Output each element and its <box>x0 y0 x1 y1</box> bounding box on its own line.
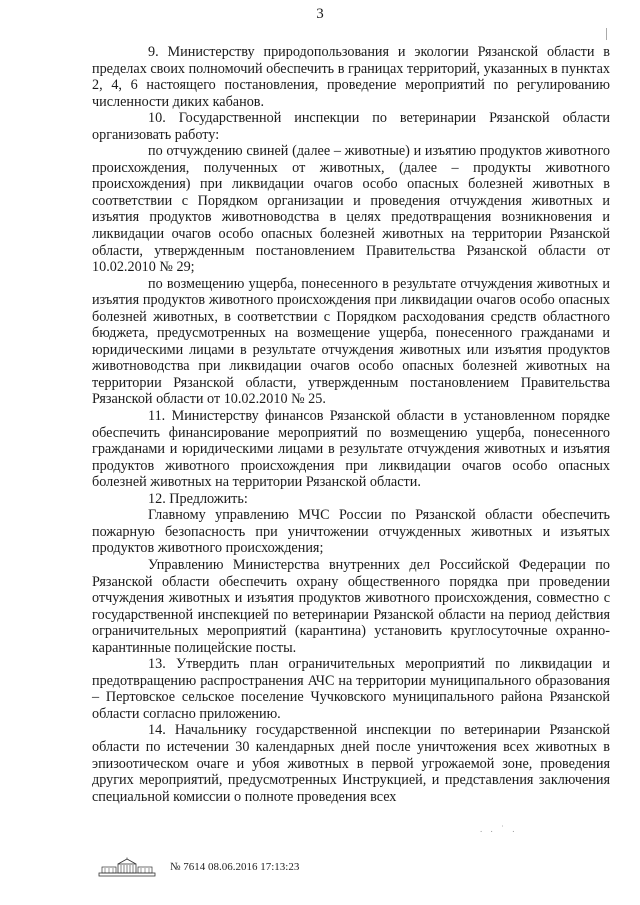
paragraph-10: 10. Государственной инспекции по ветеринарии Рязанской области организовать работу: <box>92 110 610 143</box>
paragraph-12: 12. Предложить: <box>148 490 248 507</box>
document-body <box>92 44 610 805</box>
government-building-logo-icon <box>98 857 156 877</box>
paragraph-14: 14. Начальнику государственной инспекции по ветеринарии Рязанской области по истечении 30 календарных дней после уничтожения всех животных в эпизоотическом очаге и убоя животных в первой угрожаемой зоне, проведения других мероприятий, предусмотренных Инструкцией, и представления заключения специальной комиссии о полноте проведения всех <box>92 722 610 805</box>
page-number: 3 <box>316 6 324 22</box>
scan-margin-mark <box>606 28 611 40</box>
paragraph-10-alienation: по отчуждению свиней (далее – животные) и изъятию продуктов животного происхождения, полученных от животных, (далее – продукты животного происхождения) при ликвидации очагов особо опасных болезней животных в соответствии с Порядком организации и проведения отчуждения животных и изъятия продуктов животноводства в целях предотвращения возникновения и ликвидации очагов особо опасных болезней животных на территории Рязанской области, утвержденным постановлением Правительства Рязанской области от 10.02.2010 № 29; <box>92 143 610 276</box>
paragraph-13: 13. Утвердить план ограничительных мероприятий по ликвидации и предотвращению распространения АЧС на территории муниципального образования – Пертовское сельское поселение Чучковского муниципального района Рязанской области согласно приложению. <box>92 656 610 722</box>
document-footer <box>98 856 299 878</box>
paragraph-12-mvd: Управлению Министерства внутренних дел Российской Федерации по Рязанской области обеспечить охрану общественного порядка при проведении отчуждения животных и изъятия продуктов животного происхождения, совместно с государственной инспекцией по ветеринарии Рязанской области на период действия ограничительных мероприятий (карантина) установить круглосуточные охранно-карантинные полицейские посты. <box>92 556 610 656</box>
paragraph-11: 11. Министерству финансов Рязанской области в установленном порядке обеспечить финансирование мероприятий по возмещению ущерба, понесенного гражданами и юридическими лицами в результате отчуждения животных и изъятия продуктов животного происхождения при ликвидации очагов особо опасных болезней животных на территории Рязанской области. <box>92 408 610 491</box>
paragraph-10-compensation: по возмещению ущерба, понесенного в результате отчуждения животных и изъятия продуктов животного происхождения при ликвидации очагов особо опасных болезней животных, в соответствии с Порядком расходования средств областного бюджета, предусмотренных на возмещение ущерба, понесенного гражданами и юридическими лицами в результате отчуждения животных или изъятия продуктов животноводства при ликвидации очагов особо опасных болезней животных на территории Рязанской области, утвержденным постановлением Правительства Рязанской области от 10.02.2010 № 25. <box>92 275 610 408</box>
document-registration-number: № 7614 08.06.2016 17:13:23 <box>170 861 300 873</box>
paragraph-12-mchs: Главному управлению МЧС России по Рязанской области обеспечить пожарную безопасность при уничтожении отчужденных животных и изъятых продуктов животного происхождения; <box>92 507 610 557</box>
scan-artifact: . . ˙ . <box>480 824 518 834</box>
paragraph-9: 9. Министерству природопользования и экологии Рязанской области в пределах своих полномочий обеспечить в границах территорий, указанных в пунктах 2, 4, 6 настоящего постановления, проведение мероприятий по регулированию численности диких кабанов. <box>92 44 610 110</box>
